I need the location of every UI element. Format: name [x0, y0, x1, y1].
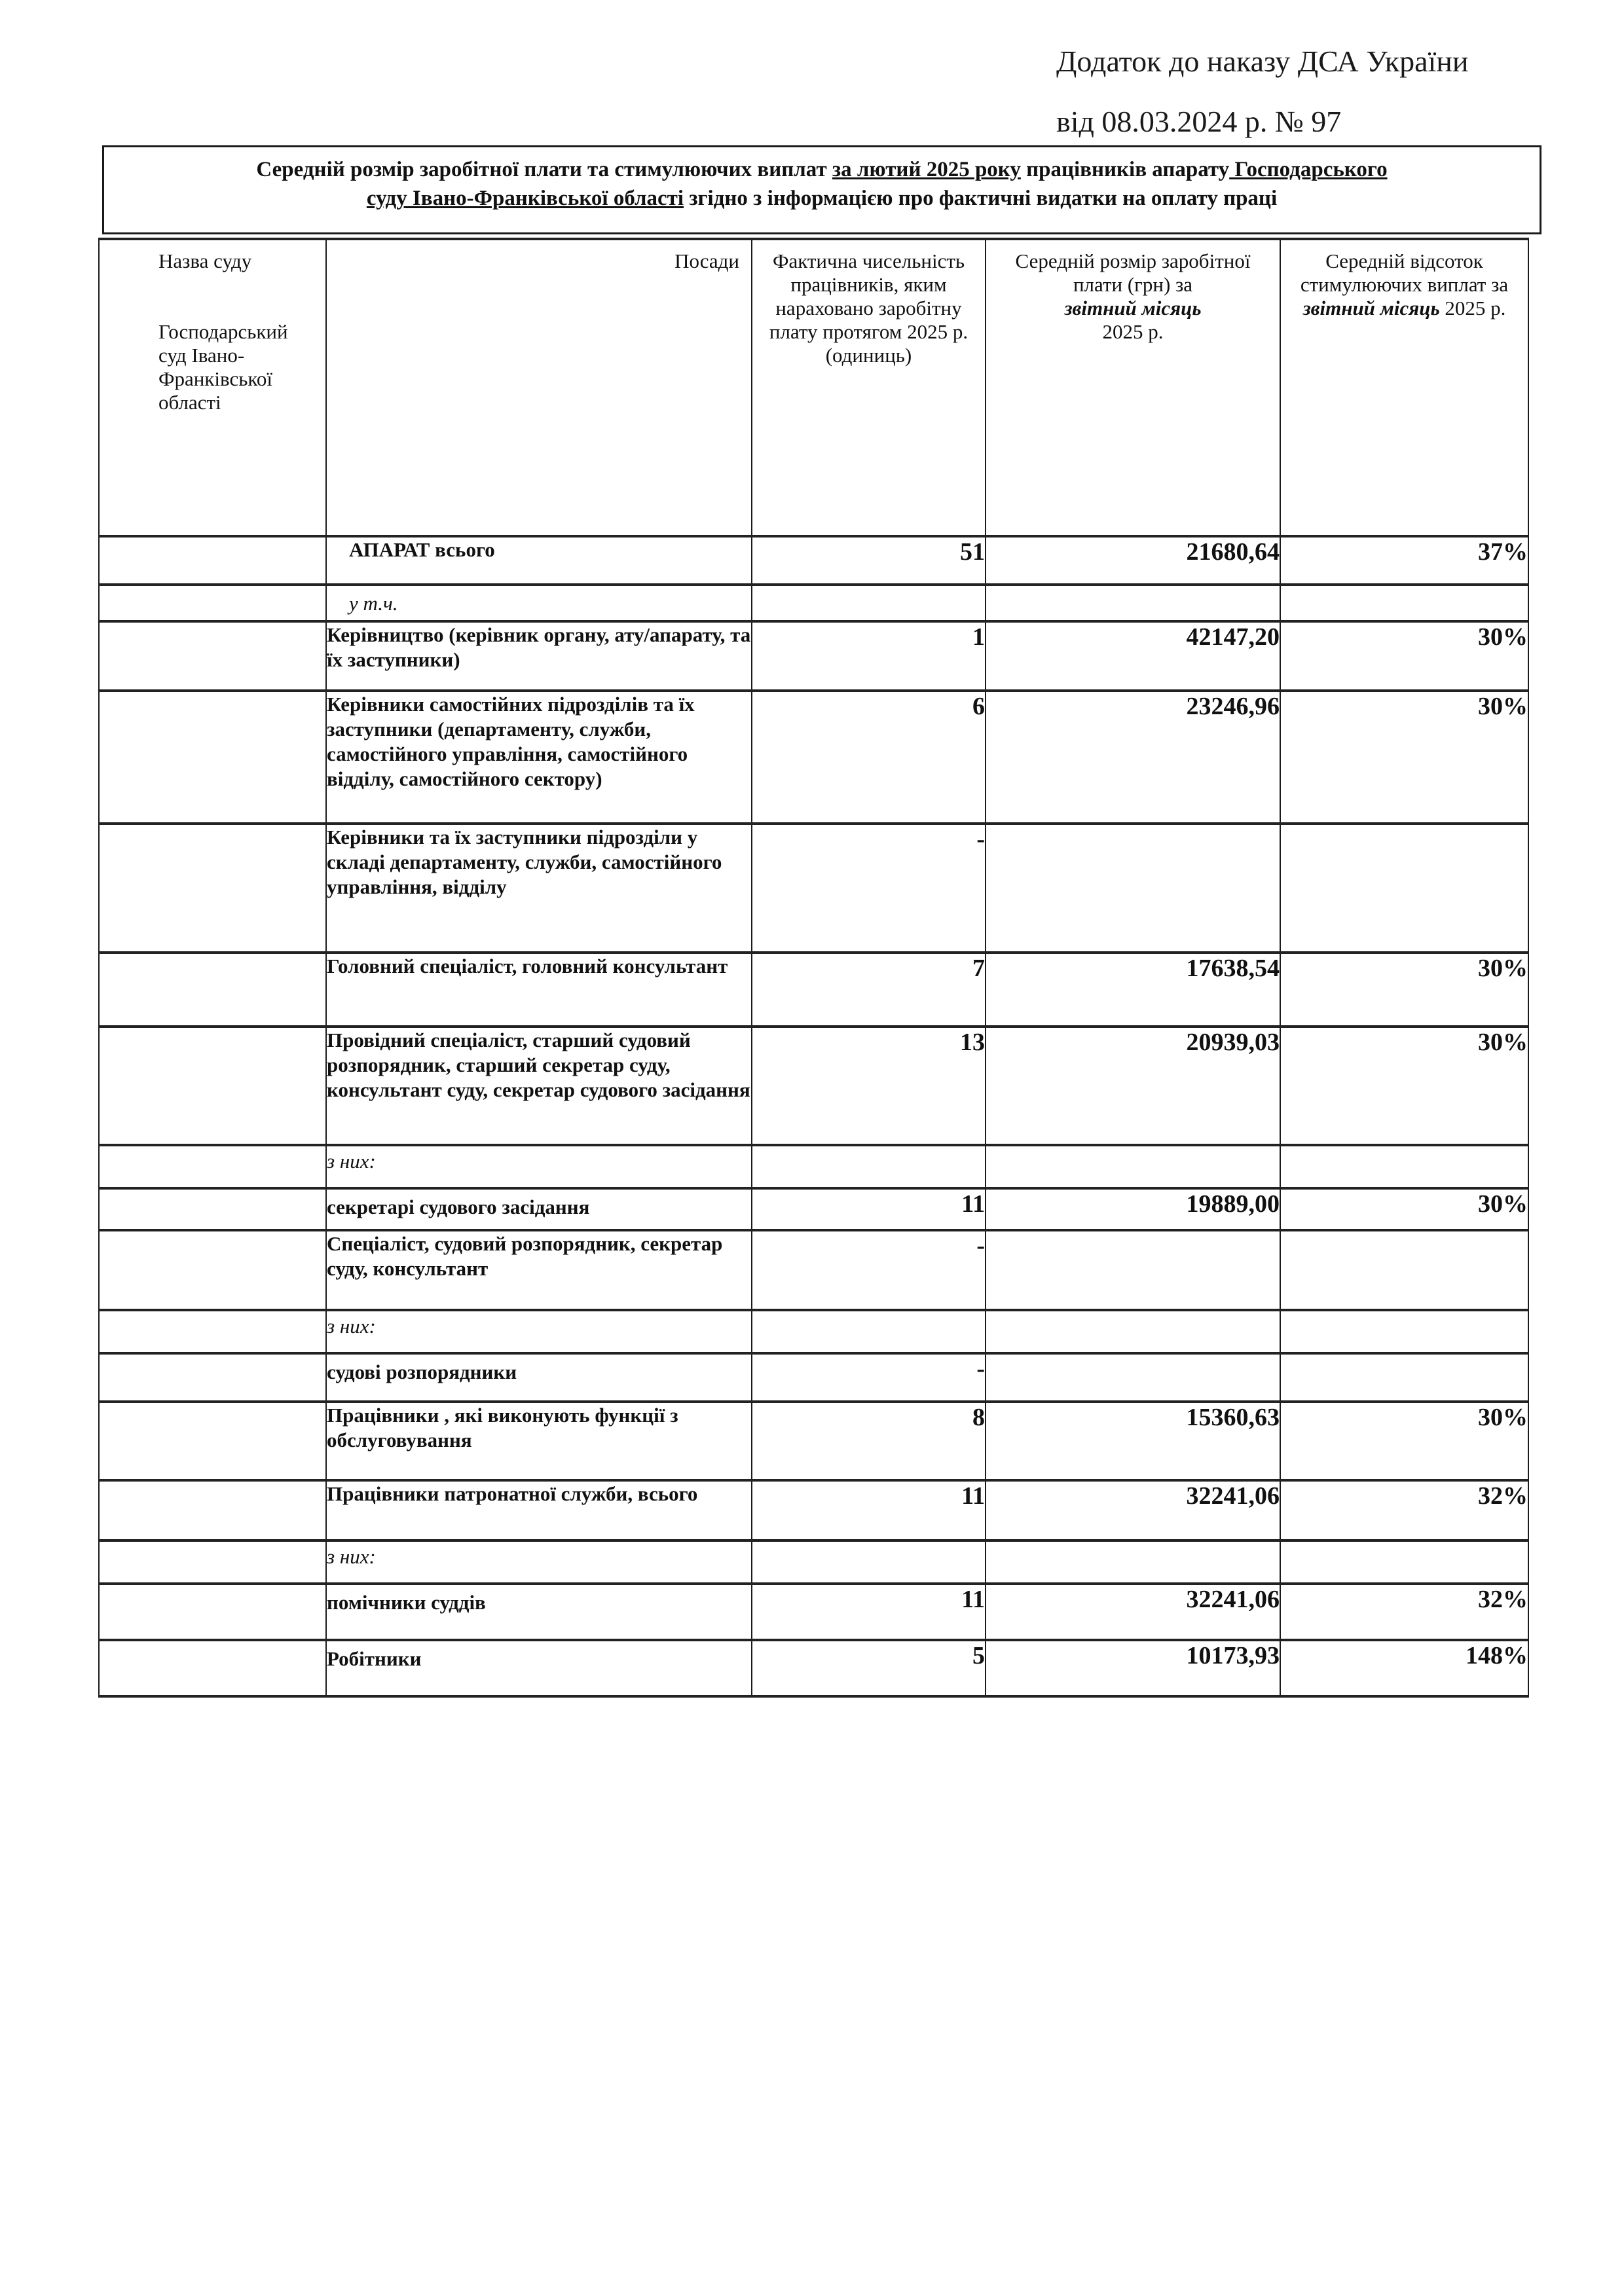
avg-salary-cell: 19889,00 — [986, 1188, 1280, 1230]
header-avg-salary-year: 2025 р. — [1102, 320, 1164, 343]
avg-pct-cell: 30% — [1280, 691, 1528, 824]
position-cell: АПАРАТ всього — [326, 536, 752, 585]
position-cell: у т.ч. — [326, 585, 752, 621]
table-row — [99, 1480, 1528, 1540]
court-cell — [99, 953, 326, 1027]
count-cell — [752, 585, 986, 621]
court-name: Господарський суд Івано-Франківської області — [158, 320, 288, 414]
avg-salary-cell — [986, 585, 1280, 621]
avg-pct-cell — [1280, 1310, 1528, 1353]
court-cell — [99, 621, 326, 691]
table-row — [99, 1188, 1528, 1230]
title-part-1: Середній розмір заробітної плати та стимулюючих виплат — [256, 158, 832, 181]
header-avg-bonus-pct — [1280, 239, 1528, 536]
position-cell: Спеціаліст, судовий розпорядник, секретар суду, консультант — [326, 1230, 752, 1310]
count-cell: 7 — [752, 953, 986, 1027]
court-cell — [99, 1480, 326, 1540]
avg-pct-cell: 32% — [1280, 1480, 1528, 1540]
header-positions: Посади — [326, 239, 752, 536]
position-cell: Керівники та їх заступники підрозділи у складі департаменту, служби, самостійного управління, відділу — [326, 824, 752, 953]
count-cell — [752, 1310, 986, 1353]
table-row — [99, 1353, 1528, 1402]
avg-salary-cell: 10173,93 — [986, 1640, 1280, 1696]
salary-table — [98, 238, 1529, 1698]
report-title — [102, 145, 1541, 234]
count-cell: 8 — [752, 1402, 986, 1480]
avg-salary-cell: 32241,06 — [986, 1584, 1280, 1640]
avg-pct-cell: 37% — [1280, 536, 1528, 585]
position-cell: з них: — [326, 1540, 752, 1584]
avg-pct-cell — [1280, 585, 1528, 621]
avg-salary-cell: 17638,54 — [986, 953, 1280, 1027]
avg-pct-cell: 30% — [1280, 1027, 1528, 1145]
count-cell — [752, 1145, 986, 1188]
court-cell — [99, 824, 326, 953]
count-cell: 6 — [752, 691, 986, 824]
count-cell: - — [752, 1353, 986, 1402]
avg-salary-cell: 20939,03 — [986, 1027, 1280, 1145]
position-cell: помічники суддів — [326, 1584, 752, 1640]
avg-pct-cell — [1280, 824, 1528, 953]
court-cell — [99, 1540, 326, 1584]
annex-order-date-number: від 08.03.2024 р. № 97 — [1056, 105, 1342, 138]
header-court-label: Назва суду — [158, 249, 252, 272]
avg-salary-cell: 42147,20 — [986, 621, 1280, 691]
position-cell: з них: — [326, 1145, 752, 1188]
table-row — [99, 1230, 1528, 1310]
header-avg-pct-year: 2025 р. — [1445, 297, 1506, 319]
count-cell: 1 — [752, 621, 986, 691]
count-cell: 5 — [752, 1640, 986, 1696]
avg-salary-cell — [986, 1230, 1280, 1310]
avg-salary-cell: 21680,64 — [986, 536, 1280, 585]
annex-order-reference: Додаток до наказу ДСА України — [1056, 45, 1469, 78]
count-cell: 11 — [752, 1584, 986, 1640]
avg-pct-cell: 148% — [1280, 1640, 1528, 1696]
count-cell: 11 — [752, 1188, 986, 1230]
table-row — [99, 621, 1528, 691]
court-cell — [99, 1640, 326, 1696]
count-cell — [752, 1540, 986, 1584]
court-cell — [99, 1188, 326, 1230]
avg-salary-cell: 23246,96 — [986, 691, 1280, 824]
position-cell: Працівники , які виконують функції з обслуговування — [326, 1402, 752, 1480]
position-cell: Робітники — [326, 1640, 752, 1696]
court-cell — [99, 1145, 326, 1188]
table-row — [99, 953, 1528, 1027]
table-row — [99, 536, 1528, 585]
court-cell — [99, 1353, 326, 1402]
avg-pct-cell: 30% — [1280, 1402, 1528, 1480]
header-avg-salary-text: Середній розмір заробітної плати (грн) за — [1015, 249, 1251, 296]
avg-pct-cell — [1280, 1540, 1528, 1584]
table-row — [99, 1027, 1528, 1145]
title-part-3: згідно з інформацією про фактичні видатки на оплату праці — [684, 187, 1278, 210]
avg-pct-cell — [1280, 1230, 1528, 1310]
avg-salary-cell: 15360,63 — [986, 1402, 1280, 1480]
court-cell — [99, 691, 326, 824]
avg-pct-cell: 32% — [1280, 1584, 1528, 1640]
court-cell — [99, 1584, 326, 1640]
table-row — [99, 1640, 1528, 1696]
avg-pct-cell: 30% — [1280, 1188, 1528, 1230]
avg-pct-cell: 30% — [1280, 953, 1528, 1027]
title-court-1: Господарського — [1229, 158, 1388, 181]
header-avg-pct-period: звітний місяць — [1302, 297, 1440, 319]
header-employee-count: Фактична чисельність працівників, яким нараховано заробітну плату протягом 2025 р. (одиниць) — [752, 239, 986, 536]
count-cell: - — [752, 1230, 986, 1310]
table-row — [99, 1402, 1528, 1480]
avg-pct-cell — [1280, 1353, 1528, 1402]
table-row — [99, 1584, 1528, 1640]
header-court — [99, 239, 326, 536]
court-cell — [99, 1230, 326, 1310]
position-cell: Головний спеціаліст, головний консультант — [326, 953, 752, 1027]
avg-salary-cell: 32241,06 — [986, 1480, 1280, 1540]
table-row — [99, 585, 1528, 621]
table-row — [99, 824, 1528, 953]
position-cell: Працівники патронатної служби, всього — [326, 1480, 752, 1540]
title-part-2: працівників апарату — [1020, 158, 1230, 181]
court-cell — [99, 1027, 326, 1145]
court-cell — [99, 585, 326, 621]
avg-salary-cell — [986, 1310, 1280, 1353]
court-cell — [99, 1310, 326, 1353]
avg-salary-cell — [986, 1540, 1280, 1584]
header-avg-salary-period: звітний місяць — [1064, 297, 1202, 319]
court-cell — [99, 536, 326, 585]
avg-salary-cell — [986, 1145, 1280, 1188]
count-cell: 13 — [752, 1027, 986, 1145]
avg-salary-cell — [986, 824, 1280, 953]
table-row — [99, 1310, 1528, 1353]
count-cell: 51 — [752, 536, 986, 585]
table-row — [99, 1145, 1528, 1188]
title-court-2: суду Івано-Франківської області — [366, 187, 684, 210]
avg-salary-cell — [986, 1353, 1280, 1402]
position-cell: судові розпорядники — [326, 1353, 752, 1402]
position-cell: Керівники самостійних підрозділів та їх заступники (департаменту, служби, самостійного управління, самостійного відділу, самостійного сектору) — [326, 691, 752, 824]
court-cell — [99, 1402, 326, 1480]
position-cell: з них: — [326, 1310, 752, 1353]
position-cell: секретарі судового засідання — [326, 1188, 752, 1230]
avg-pct-cell — [1280, 1145, 1528, 1188]
position-cell: Провідний спеціаліст, старший судовий розпорядник, старший секретар суду, консультант суду, секретар судового засідання — [326, 1027, 752, 1145]
header-avg-salary — [986, 239, 1280, 536]
annex-header — [1056, 31, 1469, 152]
position-cell: Керівництво (керівник органу, ату/апарату, та їх заступники) — [326, 621, 752, 691]
avg-pct-cell: 30% — [1280, 621, 1528, 691]
header-avg-pct-text: Середній відсоток стимулюючих виплат за — [1300, 249, 1509, 296]
count-cell: - — [752, 824, 986, 953]
table-row — [99, 1540, 1528, 1584]
count-cell: 11 — [752, 1480, 986, 1540]
title-period: за лютий 2025 року — [832, 158, 1021, 181]
table-row — [99, 691, 1528, 824]
table-header-row — [99, 239, 1528, 536]
